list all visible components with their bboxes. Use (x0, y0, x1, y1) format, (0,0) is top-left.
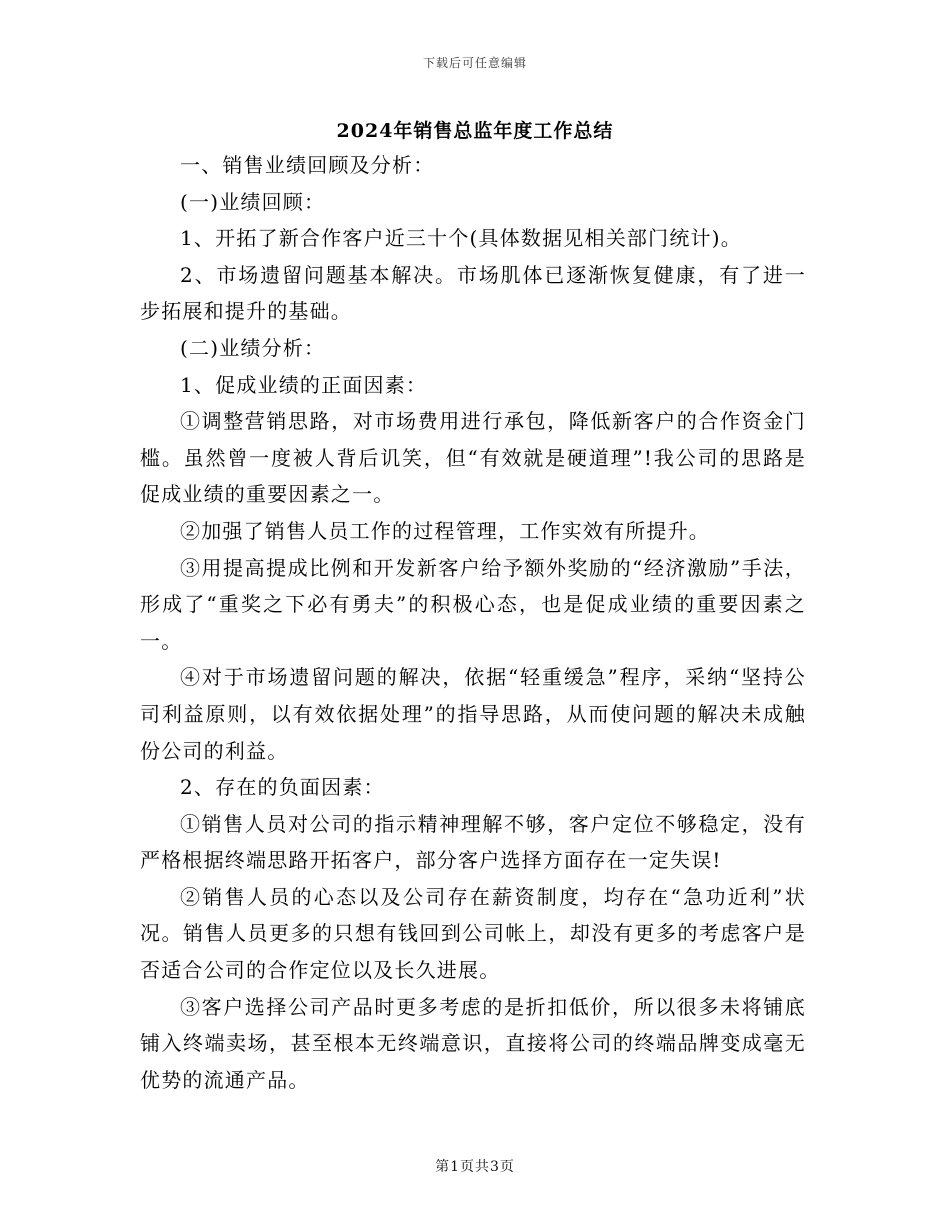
header-note: 下载后可任意编辑 (422, 56, 527, 70)
document-body (140, 147, 806, 1098)
paragraph: ③用提高提成比例和开发新客户给予额外奖励的“经济激励”手法，形成了“重奖之下必有勇夫”的积极心态，也是促成业绩的重要因素之一。 (140, 555, 806, 653)
page-indicator: 第1页共3页 (435, 1159, 515, 1175)
paragraph: ①销售人员对公司的指示精神理解不够，客户定位不够稳定，没有严格根据终端思路开拓客户，部分客户选择方面存在一定失误! (140, 811, 806, 873)
list-heading-positive: 1、促成业绩的正面因素： (180, 372, 428, 397)
subsection-heading-review: (一)业绩回顾： (180, 189, 326, 214)
paragraph: ②销售人员的心态以及公司存在薪资制度，均存在“急功近利”状况。销售人员更多的只想有钱回到公司帐上，却没有更多的考虑客户是否适合公司的合作定位以及长久进展。 (140, 884, 806, 983)
document-title: 2024年销售总监年度工作总结 (336, 120, 614, 142)
paragraph: ④对于市场遗留问题的解决，依据“轻重缓急”程序，采纳“坚持公司利益原则，以有效依据处理”的指导思路，从而使问题的解决未成触份公司的利益。 (140, 665, 806, 763)
paragraph: 2、市场遗留问题基本解决。市场肌体已逐渐恢复健康，有了进一步拓展和提升的基础。 (140, 262, 806, 324)
paragraph: 1、开拓了新合作客户近三十个(具体数据见相关部门统计)。 (180, 226, 742, 251)
section-heading-1: 一、销售业绩回顾及分析： (180, 153, 435, 177)
list-heading-negative: 2、存在的负面因素： (180, 775, 385, 800)
subsection-heading-analysis: (二)业绩分析： (180, 335, 326, 360)
paragraph: ②加强了销售人员工作的过程管理，工作实效有所提升。 (180, 518, 710, 543)
paragraph: ③客户选择公司产品时更多考虑的是折扣低价，所以很多未将铺底铺入终端卖场，甚至根本无终端意识，直接将公司的终端品牌变成毫无优势的流通产品。 (140, 994, 806, 1092)
paragraph: ①调整营销思路，对市场费用进行承包，降低新客户的合作资金门槛。虽然曾一度被人背后讥笑，但“有效就是硬道理”!我公司的思路是促成业绩的重要因素之一。 (140, 409, 806, 507)
